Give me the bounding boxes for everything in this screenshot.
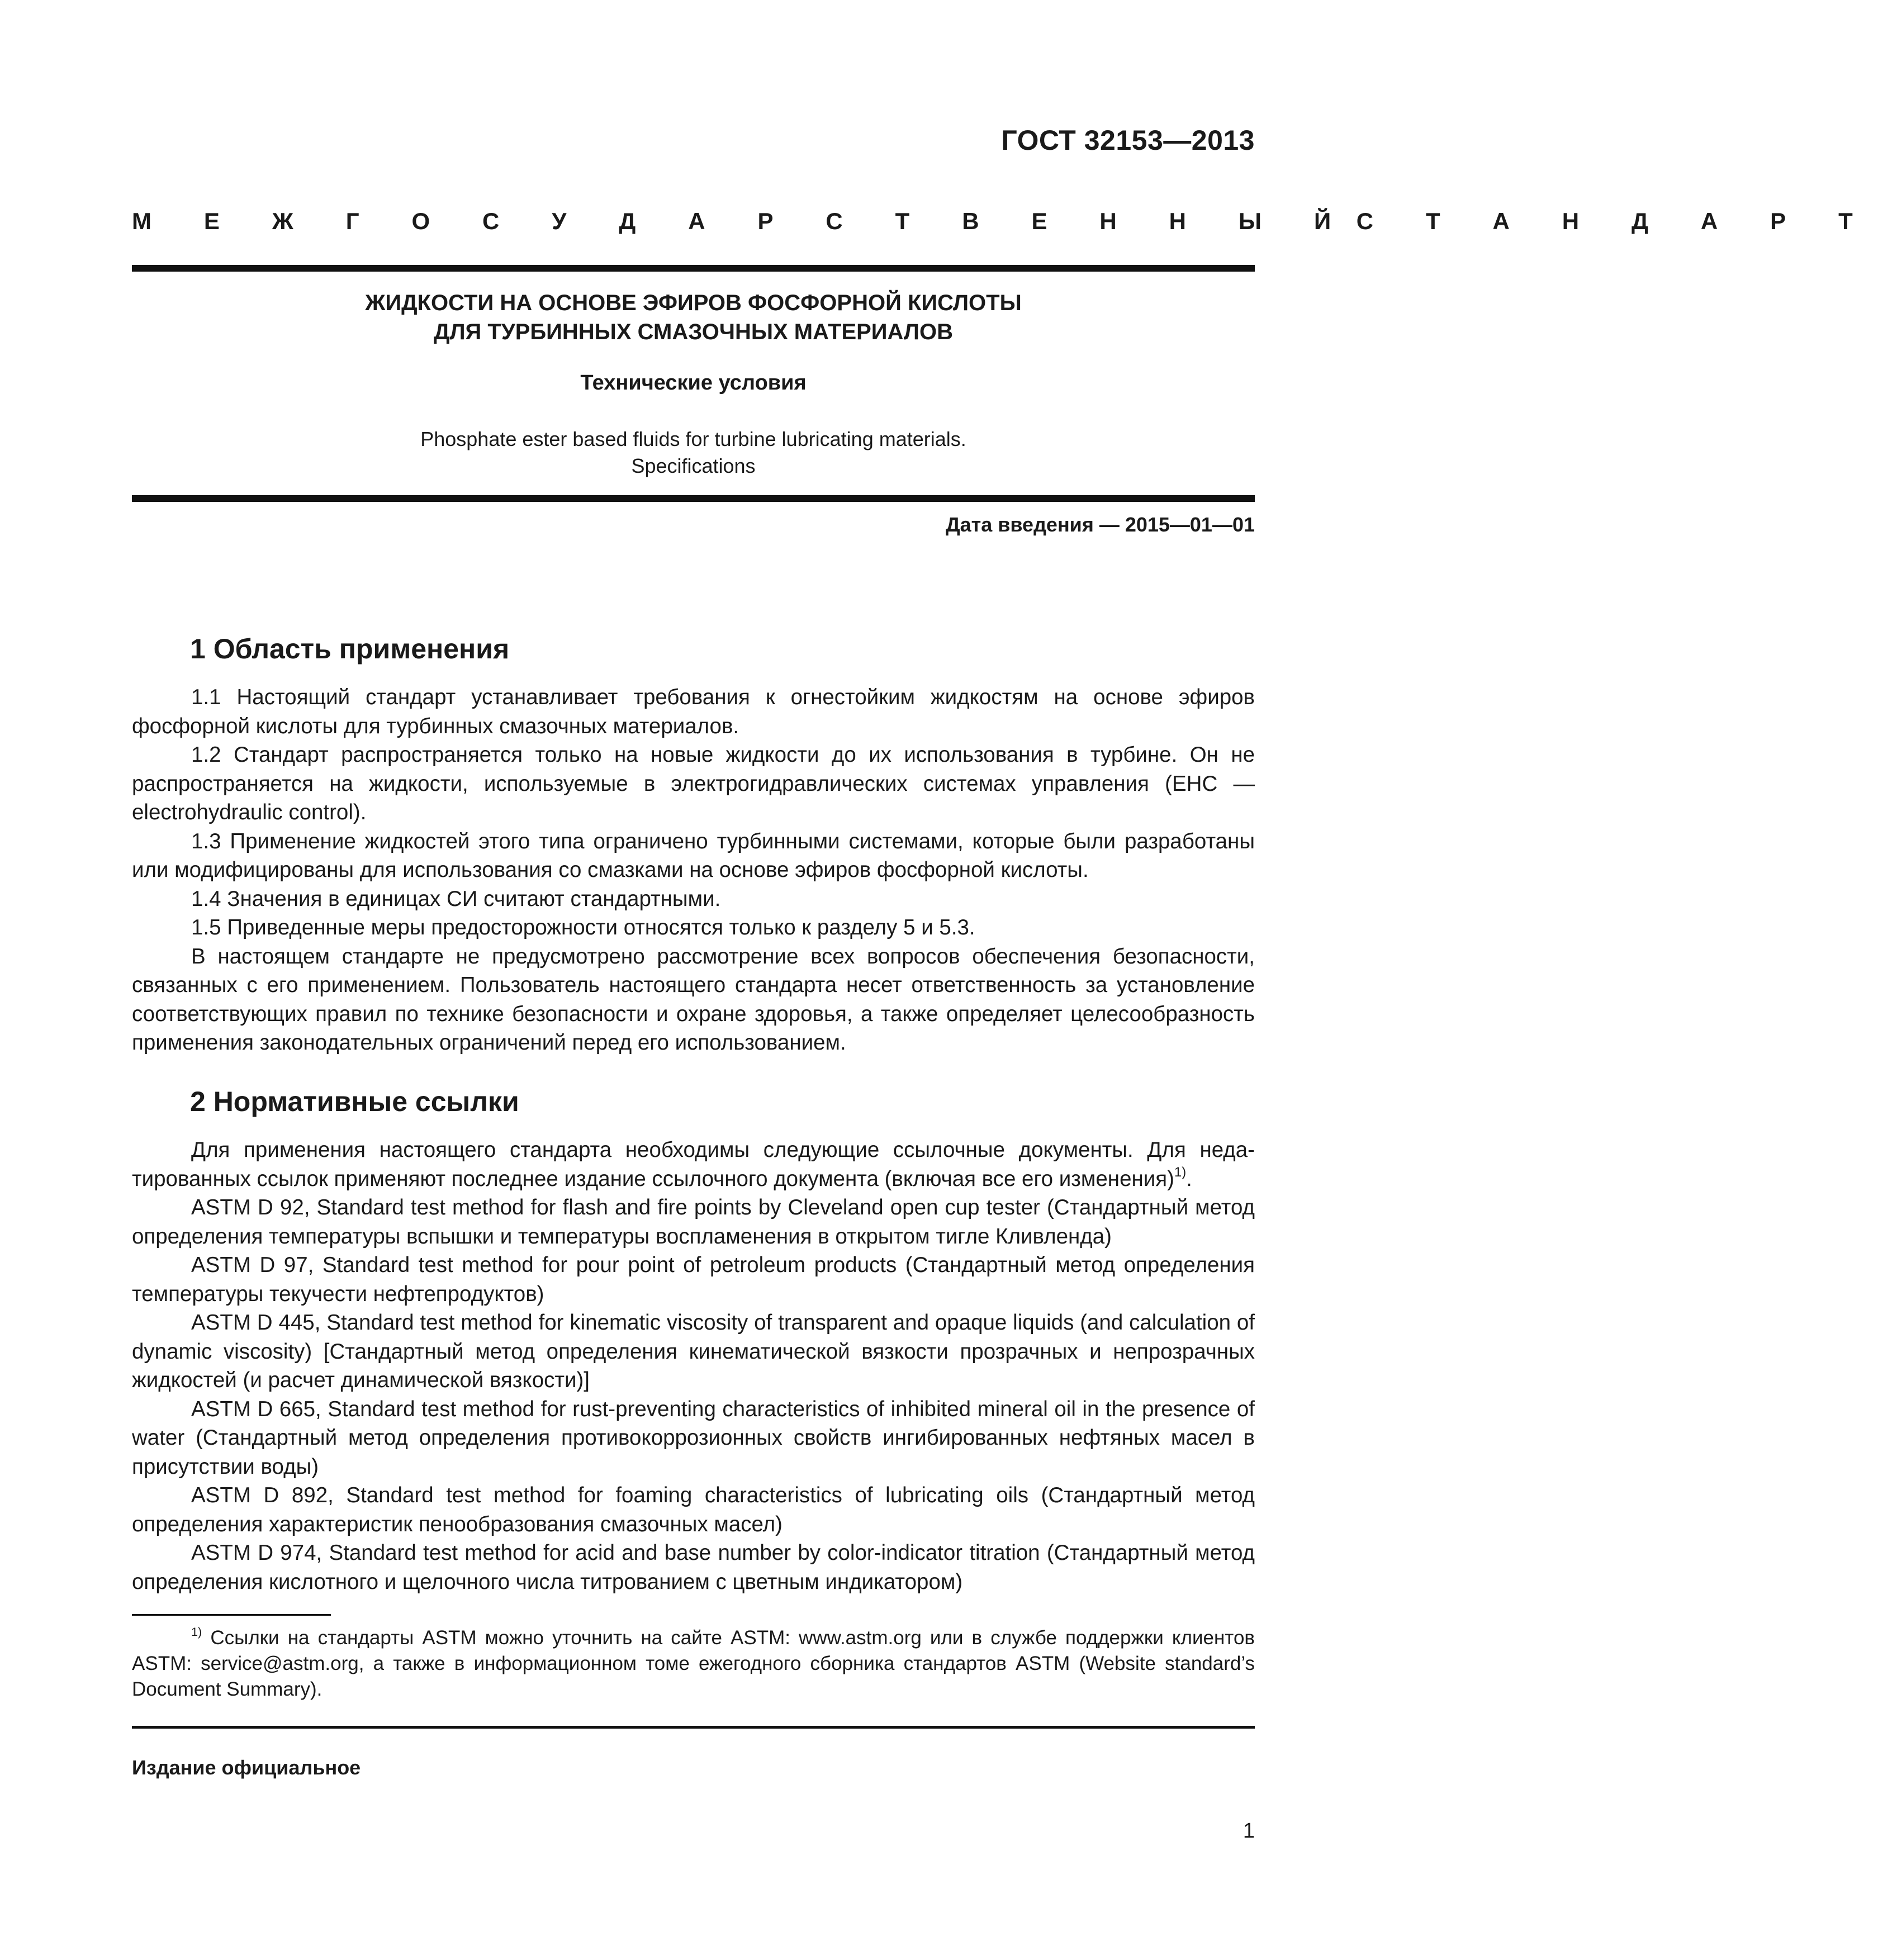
english-title: [132, 426, 1255, 480]
title-bottom-rule: [132, 495, 1255, 502]
title-line-1: ЖИДКОСТИ НА ОСНОВЕ ЭФИРОВ ФОСФОРНОЙ КИСЛОТЫ: [365, 291, 1022, 315]
paragraph-1-3: 1.3 Применение жидкостей этого типа ограничено турбинными системами, которые были разработаны или модифицированы для использования со смазками на основе эфиров фосфорной кислоты.: [132, 829, 1255, 882]
paragraph-1-4: 1.4 Значения в единицах СИ считают стандартными.: [191, 886, 721, 911]
section-1-heading: 1 Область применения: [190, 633, 510, 665]
standard-type-word-2: С Т А Н Д А Р Т: [1356, 208, 1878, 234]
introduction-date: Дата введения — 2015—01—01: [945, 513, 1255, 536]
paragraph-1-note: В настоящем стандарте не предусмотрено рассмотрение всех вопросов обеспечения безопасности, связанных с его применением. Пользователь настоящего стандарта несет ответственность за установление соответствующих правил по технике безопасности и охране здоровья, а также определяет целесообразность применения законодательных ограничений перед его использованием.: [132, 944, 1255, 1055]
standard-type-word-1: М Е Ж Г О С У Д А Р С Т В Е Н Н Ы Й: [132, 208, 1357, 234]
top-rule: [132, 265, 1255, 272]
paragraph-1-2: 1.2 Стандарт распространяется только на новые жидкости до их использования в турбине. Он не распространяется на жидкости, используемые в электрогидравлических системах управления (EHC — electrohydraulic control).: [132, 743, 1255, 824]
section-2-intro: [132, 1136, 1255, 1193]
footnote-text: Ссылки на стандарты ASTM можно уточнить на сайте ASTM: www.astm.org или в службе поддержки клиентов ASTM: service@astm.org, а также в информационном томе ежегодного сборника стандартов ASTM (Website standard’s Document Summary).: [132, 1627, 1255, 1700]
footnote-marker: 1): [191, 1625, 202, 1639]
english-title-line-1: Phosphate ester based fluids for turbine lubricating materials.: [420, 428, 966, 450]
footnote: [132, 1625, 1255, 1702]
paragraph-1-1: 1.1 Настоящий стандарт устанавливает требования к огнестойким жидкостям на основе эфиров фосфорной кислоты для турбинных смазочных материалов.: [132, 685, 1255, 738]
footnote-ref-marker: 1): [1174, 1165, 1187, 1180]
document-subtitle: Технические условия: [580, 371, 807, 395]
section-2-intro-text: Для применения настоящего стандарта необходимы следующие ссылочные документы. Для недатированных ссылок применяют последнее издание ссылочного документа (включая все его изменения): [132, 1138, 1255, 1191]
footer-rule: [132, 1726, 1255, 1729]
reference-astm-d974: ASTM D 974, Standard test method for acid and base number by color-indicator titration (Стандартный метод определения кислотного и щелочного числа титрованием с цветным индикатором): [132, 1541, 1255, 1594]
document-id: ГОСТ 32153—2013: [1001, 125, 1255, 156]
standard-type-heading: [132, 208, 1878, 235]
reference-astm-d445: ASTM D 445, Standard test method for kinematic viscosity of transparent and opaque liquids (and calculation of dynamic viscosity) [Стандартный метод определения кинематической вязкости прозрачных и непрозрачных жидкостей (и расчет динамической вязкости)]: [132, 1311, 1255, 1392]
section-2-body: [132, 1136, 1255, 1596]
footnote-separator: [132, 1614, 331, 1616]
reference-astm-d665: ASTM D 665, Standard test method for rust-preventing characteristics of inhibited mineral oil in the presence of water (Стандартный метод определения противокоррозионных свойств ингибированных нефтяных масел в присутствии воды): [132, 1397, 1255, 1479]
english-title-line-2: Specifications: [631, 454, 756, 477]
paragraph-1-5: 1.5 Приведенные меры предосторожности относятся только к разделу 5 и 5.3.: [191, 915, 975, 939]
section-2-heading: 2 Нормативные ссылки: [190, 1086, 519, 1117]
reference-astm-d97: ASTM D 97, Standard test method for pour point of petroleum products (Стандартный метод определения температуры текучести нефтепродуктов): [132, 1253, 1255, 1306]
title-line-2: ДЛЯ ТУРБИННЫХ СМАЗОЧНЫХ МАТЕРИАЛОВ: [433, 320, 953, 344]
section-2-intro-end: .: [1186, 1166, 1192, 1191]
reference-astm-d892: ASTM D 892, Standard test method for foaming characteristics of lubricating oils (Стандартный метод определения характеристик пенообразования смазочных масел): [132, 1483, 1255, 1536]
section-1-body: [132, 683, 1255, 1057]
edition-label: Издание официальное: [132, 1756, 361, 1779]
document-title: [132, 288, 1255, 347]
page-number: 1: [1242, 1819, 1255, 1843]
reference-astm-d92: ASTM D 92, Standard test method for flash and fire points by Cleveland open cup tester (Стандартный метод определения температуры вспышки и температуры воспламенения в открытом тигле Кливленда): [132, 1195, 1255, 1249]
